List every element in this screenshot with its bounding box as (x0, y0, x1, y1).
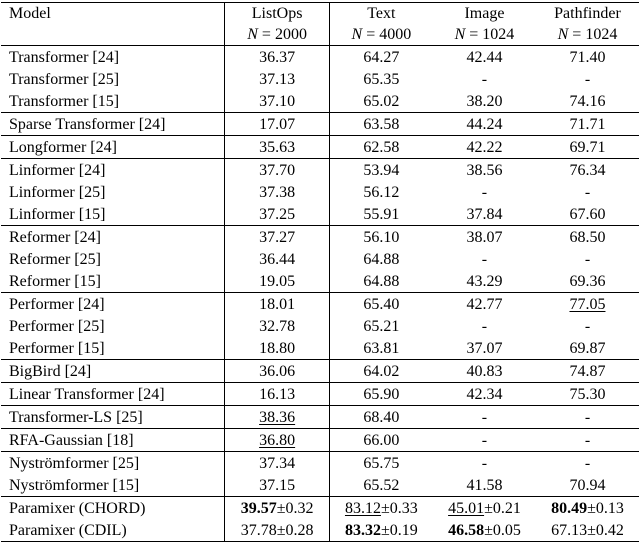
n-value: 2000 (274, 26, 307, 43)
score-value: 77.05 (569, 295, 606, 313)
score-cell (433, 90, 536, 113)
score-value: 71.40 (569, 48, 606, 66)
score-cell (225, 181, 329, 203)
table-row (1, 270, 639, 293)
score-cell (225, 497, 329, 520)
score-cell (536, 46, 639, 69)
std-dev: ±0.05 (484, 521, 521, 539)
score-cell (329, 519, 433, 542)
score-value: 56.10 (363, 228, 400, 246)
score-value: - (481, 183, 488, 201)
score-cell (329, 337, 433, 360)
score-cell (225, 90, 329, 113)
score-value: 68.50 (569, 228, 606, 246)
score-cell (225, 315, 329, 337)
score-value: 65.75 (363, 454, 400, 472)
score-value: 67.60 (569, 205, 606, 223)
column-header-pathfinder: Pathfinder (536, 3, 639, 25)
score-cell (329, 474, 433, 497)
score-value: 71.71 (569, 115, 606, 133)
score-cell (225, 270, 329, 293)
score-cell (225, 226, 329, 249)
score-value: 74.16 (569, 92, 606, 110)
score-value: - (584, 317, 591, 335)
score-cell (329, 429, 433, 452)
score-value: 63.58 (363, 115, 400, 133)
score-cell (433, 315, 536, 337)
score-value: 66.00 (363, 431, 400, 449)
score-cell (536, 519, 639, 542)
table-row (1, 136, 639, 159)
score-cell (433, 406, 536, 429)
score-cell (329, 452, 433, 475)
score-cell (225, 293, 329, 316)
score-value: 42.44 (466, 48, 503, 66)
table-row (1, 337, 639, 360)
score-cell (225, 46, 329, 69)
table-row (1, 315, 639, 337)
score-cell (433, 248, 536, 270)
table-row (1, 452, 639, 475)
table-row (1, 68, 639, 90)
n-value: 1024 (482, 26, 515, 43)
n-value: 4000 (379, 26, 412, 43)
score-cell (225, 159, 329, 182)
score-value: 65.90 (363, 385, 400, 403)
score-value: 70.94 (569, 476, 606, 494)
score-value: 37.27 (259, 228, 296, 246)
score-value: 63.81 (363, 339, 400, 357)
std-dev: ±0.33 (380, 499, 418, 517)
table-row (1, 90, 639, 113)
score-value: 40.83 (466, 362, 503, 380)
score-value: 18.01 (259, 295, 296, 313)
score-cell (433, 519, 536, 542)
score-cell (329, 315, 433, 337)
column-n-3 (433, 24, 536, 46)
score-cell (536, 429, 639, 452)
score-value: 43.29 (466, 272, 503, 290)
score-value: 65.52 (363, 476, 400, 494)
model-name: Linformer [24] (1, 159, 225, 182)
score-cell (536, 226, 639, 249)
model-name: Reformer [25] (1, 248, 225, 270)
score-cell (433, 113, 536, 136)
table-header (1, 3, 639, 46)
score-value: - (481, 408, 488, 426)
score-value: 65.21 (363, 317, 400, 335)
model-name: Transformer [15] (1, 90, 225, 113)
score-value: 64.27 (363, 48, 400, 66)
table-row (1, 293, 639, 316)
n-symbol: N (454, 26, 466, 43)
score-value: 37.38 (259, 183, 296, 201)
model-name: Paramixer (CDIL) (1, 519, 225, 542)
score-cell (225, 203, 329, 226)
score-value: 38.20 (466, 92, 503, 110)
score-value: 36.44 (259, 250, 296, 268)
model-name: Transformer-LS [25] (1, 406, 225, 429)
n-equals: = (568, 26, 586, 43)
n-equals: = (465, 26, 483, 43)
score-cell (536, 159, 639, 182)
score-cell (225, 519, 329, 542)
score-value: 53.94 (363, 161, 400, 179)
score-cell (329, 181, 433, 203)
score-value: 36.06 (259, 362, 296, 380)
score-cell (329, 226, 433, 249)
score-value: 69.71 (569, 138, 606, 156)
score-cell (329, 293, 433, 316)
table-row (1, 181, 639, 203)
std-dev: ±0.42 (587, 521, 624, 539)
score-cell (329, 159, 433, 182)
table-row (1, 226, 639, 249)
table-row (1, 360, 639, 383)
n-symbol: N (557, 26, 569, 43)
score-value: - (584, 408, 591, 426)
score-cell (225, 452, 329, 475)
table-row (1, 519, 639, 542)
column-header-image: Image (433, 3, 536, 25)
n-symbol: N (351, 26, 363, 43)
score-value: 75.30 (569, 385, 606, 403)
model-name: Performer [25] (1, 315, 225, 337)
score-cell (329, 68, 433, 90)
score-cell (225, 136, 329, 159)
model-name: Reformer [24] (1, 226, 225, 249)
header-row (1, 3, 639, 25)
score-value: - (481, 317, 488, 335)
score-value: - (481, 250, 488, 268)
score-value: 65.35 (363, 70, 400, 88)
score-value: - (584, 431, 591, 449)
model-name: Transformer [25] (1, 68, 225, 90)
score-value: 38.36 (259, 408, 296, 426)
score-cell (536, 360, 639, 383)
score-cell (536, 406, 639, 429)
n-equals: = (257, 26, 275, 43)
score-cell (536, 113, 639, 136)
std-dev: ±0.21 (484, 499, 521, 517)
column-n-0 (1, 24, 225, 46)
score-cell (225, 429, 329, 452)
score-cell (536, 293, 639, 316)
score-value: 45.01 (448, 499, 485, 517)
score-value: 37.10 (259, 92, 296, 110)
score-value: - (584, 250, 591, 268)
score-cell (536, 203, 639, 226)
score-value: 32.78 (259, 317, 296, 335)
score-value: 42.34 (466, 385, 503, 403)
score-value: 67.13 (551, 521, 588, 539)
score-cell (433, 136, 536, 159)
table-row (1, 113, 639, 136)
score-cell (225, 474, 329, 497)
score-value: - (584, 70, 591, 88)
score-value: 37.15 (259, 476, 296, 494)
column-header-listops: ListOps (225, 3, 329, 25)
score-value: 18.80 (259, 339, 296, 357)
column-n-1 (225, 24, 329, 46)
table-row (1, 474, 639, 497)
model-name: Longformer [24] (1, 136, 225, 159)
score-value: 62.58 (363, 138, 400, 156)
column-n-4 (536, 24, 639, 46)
score-value: 65.40 (363, 295, 400, 313)
score-value: 68.40 (363, 408, 400, 426)
score-cell (433, 226, 536, 249)
score-value: 69.87 (569, 339, 606, 357)
score-value: 17.07 (259, 115, 296, 133)
score-cell (225, 68, 329, 90)
score-cell (225, 248, 329, 270)
score-value: 42.22 (466, 138, 503, 156)
score-value: 37.07 (466, 339, 503, 357)
score-value: 83.12 (344, 499, 381, 517)
score-value: 55.91 (363, 205, 400, 223)
score-value: 64.88 (363, 272, 400, 290)
score-cell (536, 452, 639, 475)
score-cell (536, 315, 639, 337)
score-value: - (584, 454, 591, 472)
score-value: 36.80 (259, 431, 296, 449)
table-row (1, 159, 639, 182)
score-cell (536, 136, 639, 159)
score-value: 38.56 (466, 161, 503, 179)
table-row (1, 497, 639, 520)
model-name: Performer [24] (1, 293, 225, 316)
score-cell (433, 159, 536, 182)
score-value: 37.70 (259, 161, 296, 179)
sequence-length-row (1, 24, 639, 46)
score-cell (329, 497, 433, 520)
score-cell (536, 248, 639, 270)
model-name: Transformer [24] (1, 46, 225, 69)
score-cell (433, 293, 536, 316)
table-body (1, 46, 639, 542)
score-cell (329, 248, 433, 270)
n-symbol: N (247, 26, 258, 43)
score-value: 19.05 (259, 272, 296, 290)
std-dev: ±0.32 (276, 499, 314, 517)
score-cell (225, 337, 329, 360)
score-cell (433, 360, 536, 383)
score-value: - (481, 70, 488, 88)
score-cell (536, 68, 639, 90)
std-dev: ±0.28 (276, 521, 314, 539)
score-cell (433, 203, 536, 226)
score-cell (433, 46, 536, 69)
score-value: 46.58 (448, 521, 485, 539)
table-row (1, 383, 639, 406)
score-value: 76.34 (569, 161, 606, 179)
score-value: 65.02 (363, 92, 400, 110)
model-name: Linformer [25] (1, 181, 225, 203)
model-name: RFA-Gaussian [18] (1, 429, 225, 452)
score-value: 38.07 (466, 228, 503, 246)
score-cell (225, 406, 329, 429)
score-cell (225, 383, 329, 406)
score-value: 37.13 (259, 70, 296, 88)
score-value: 80.49 (551, 499, 588, 517)
score-cell (433, 68, 536, 90)
table-row (1, 46, 639, 69)
score-cell (433, 270, 536, 293)
score-cell (329, 136, 433, 159)
score-cell (433, 452, 536, 475)
score-cell (536, 474, 639, 497)
score-cell (536, 181, 639, 203)
score-value: 42.77 (466, 295, 503, 313)
model-name: Performer [15] (1, 337, 225, 360)
model-name: Linear Transformer [24] (1, 383, 225, 406)
table-row (1, 429, 639, 452)
column-header-model: Model (1, 3, 225, 25)
score-value: 69.36 (569, 272, 606, 290)
score-cell (433, 181, 536, 203)
std-dev: ±0.19 (380, 521, 418, 539)
model-name: Paramixer (CHORD) (1, 497, 225, 520)
score-value: 74.87 (569, 362, 606, 380)
score-cell (536, 270, 639, 293)
score-cell (536, 497, 639, 520)
score-value: 16.13 (259, 385, 296, 403)
n-equals: = (362, 26, 380, 43)
score-value: 56.12 (363, 183, 400, 201)
score-value: 39.57 (240, 499, 277, 517)
n-value: 1024 (585, 26, 618, 43)
score-cell (433, 337, 536, 360)
score-cell (536, 383, 639, 406)
std-dev: ±0.13 (587, 499, 624, 517)
score-value: 37.78 (240, 521, 277, 539)
score-cell (433, 383, 536, 406)
score-cell (329, 46, 433, 69)
table-row (1, 406, 639, 429)
score-cell (225, 360, 329, 383)
score-cell (329, 406, 433, 429)
score-value: 44.24 (466, 115, 503, 133)
score-value: 37.84 (466, 205, 503, 223)
table-row (1, 248, 639, 270)
score-cell (433, 474, 536, 497)
score-value: 36.37 (259, 48, 296, 66)
model-name: BigBird [24] (1, 360, 225, 383)
score-cell (433, 497, 536, 520)
score-value: - (481, 454, 488, 472)
score-value: 35.63 (259, 138, 296, 156)
model-name: Reformer [15] (1, 270, 225, 293)
score-cell (329, 90, 433, 113)
score-value: 37.34 (259, 454, 296, 472)
score-cell (329, 113, 433, 136)
model-name: Nyströmformer [15] (1, 474, 225, 497)
score-cell (225, 113, 329, 136)
score-value: - (481, 431, 488, 449)
score-cell (329, 383, 433, 406)
score-value: 64.02 (363, 362, 400, 380)
score-value: 37.25 (259, 205, 296, 223)
score-cell (329, 270, 433, 293)
table-row (1, 203, 639, 226)
results-table (1, 2, 639, 542)
model-name: Linformer [15] (1, 203, 225, 226)
column-header-text: Text (329, 3, 433, 25)
score-cell (536, 90, 639, 113)
score-cell (329, 203, 433, 226)
score-value: 83.32 (344, 521, 381, 539)
score-value: 64.88 (363, 250, 400, 268)
score-cell (536, 337, 639, 360)
score-cell (433, 429, 536, 452)
score-value: - (584, 183, 591, 201)
model-name: Nyströmformer [25] (1, 452, 225, 475)
model-name: Sparse Transformer [24] (1, 113, 225, 136)
column-n-2 (329, 24, 433, 46)
score-value: 41.58 (466, 476, 503, 494)
score-cell (329, 360, 433, 383)
